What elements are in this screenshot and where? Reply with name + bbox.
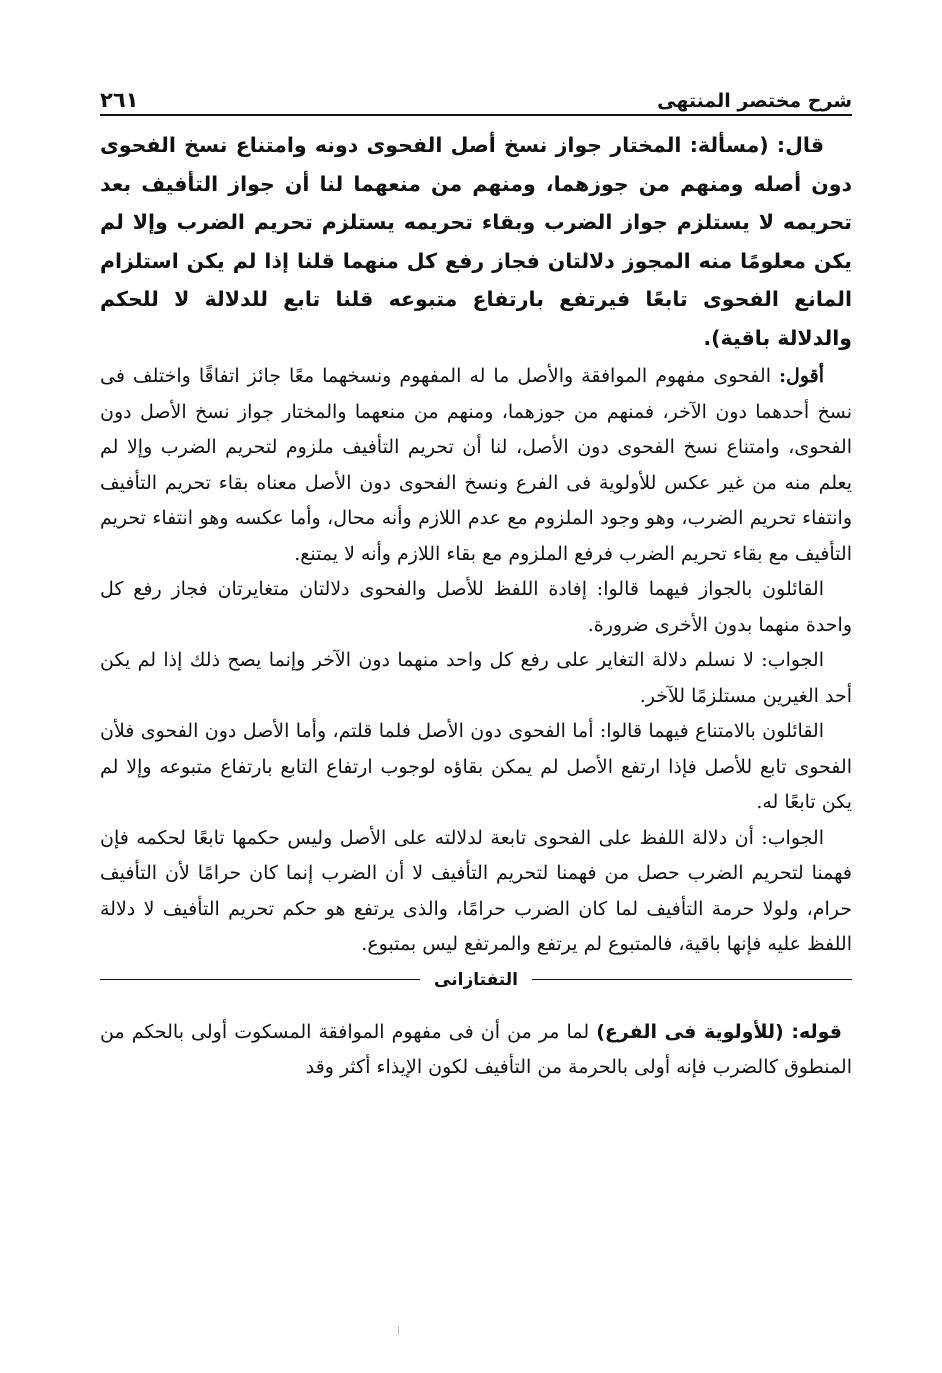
sharh-paragraph-1 [100, 359, 852, 572]
book-page [100, 78, 852, 1085]
sharh-lead-aqulu: أقول: [779, 365, 824, 387]
divider-label: التفتازانى [434, 969, 518, 990]
page-number: ٢٦١ [100, 88, 139, 112]
running-head [100, 78, 852, 116]
hashiya-paragraph [100, 1015, 852, 1085]
sharh-paragraph-3: الجواب: لا نسلم دلالة التغاير على رفع كل واحد منهما دون الآخر وإنما يصح ذلك إذا لم يكن أحد الغيرين مستلزمًا للآخر. [100, 649, 852, 707]
sharh-paragraph-4: القائلون بالامتناع فيهما قالوا: أما الفحوى دون الأصل فلما قلتم، وأما الأصل دون الفحوى فلأن الفحوى تابع للأصل فإذا ارتفع الأصل لم يمكن بقاؤه لوجوب ارتفاع التابع بارتفاع متبوعه وإلا لم يكن تابعًا له. [100, 720, 852, 813]
hashiya-lead: قوله: (للأولوية فى الفرع) [596, 1020, 842, 1043]
section-divider [100, 965, 852, 995]
matn-paragraph: قال: (مسألة: المختار جواز نسخ أصل الفحوى دونه وامتناع نسخ الفحوى دون أصله ومنهم من جوزهما، ومنهم من منعهما لنا أن جواز التأفيف بعد تحريمه لا يستلزم جواز الضرب وبقاء تحريمه يستلزم تحريم الضرب وإلا لم يكن معلومًا منه المجوز دلالتان فجاز رفع كل منهما قلنا إذا لم يكن استلزام المانع الفحوى تابعًا فيرتفع بارتفاع متبوعه قلنا تابع للدلالة لا للحكم والدلالة باقية). [100, 133, 852, 350]
book-title: شرح مختصر المنتهى [657, 90, 852, 112]
scan-mark [398, 1326, 399, 1335]
sharh-paragraph-2: القائلون بالجواز فيهما قالوا: إفادة اللفظ للأصل والفحوى دلالتان متغايرتان فجاز رفع كل واحدة منهما بدون الأخرى ضرورة. [100, 578, 852, 636]
sharh-paragraph-5: الجواب: أن دلالة اللفظ على الفحوى تابعة لدلالته على الأصل وليس حكمها تابعًا لحكمه فإن فهمنا لتحريم الضرب حصل من فهمنا لتحريم التأفيف لا أن الضرب إنما كان حرامًا لأن التأفيف حرام، ولولا حرمة التأفيف لما كان الضرب حرامًا، والذى يرتفع هو حكم تحريم التأفيف لا دلالة اللفظ عليه فإنها باقية، فالمتبوع لم يرتفع والمرتفع ليس بمتبوع. [100, 826, 852, 955]
sharh-commentary [100, 359, 852, 963]
divider-rule-left [100, 979, 420, 980]
divider-rule-right [532, 979, 852, 980]
hashiya-text: لما مر من أن فى مفهوم الموافقة المسكوت أولى بالحكم من المنطوق كالضرب فإنه أولى بالحرمة من التأفيف لكون الإيذاء أكثر وقد [100, 1020, 852, 1078]
hashiya-gloss [100, 1015, 852, 1085]
sharh-text-1: الفحوى مفهوم الموافقة والأصل ما له المفهوم ونسخهما معًا جائز اتفاقًا واختلف فى نسخ أحدهما دون الآخر، فمنهم من جوزهما، ومنهم من منعهما والمختار جواز نسخ الأصل دون الفحوى، وامتناع نسخ الفحوى دون الأصل، لنا أن تحريم التأفيف ملزوم لتحريم الضرب وإلا لم يعلم منه من غير عكس للأولوية فى الفرع ونسخ الفحوى دون الأصل معناه بقاء تحريم التأفيف وانتفاء تحريم الضرب، وهو وجود الملزوم مع عدم اللازم وأنه محال، وأما عكسه وهو انتفاء تحريم التأفيف مع بقاء تحريم الضرب فرفع الملزوم مع بقاء اللازم وأنه لا يمتنع. [100, 365, 852, 565]
